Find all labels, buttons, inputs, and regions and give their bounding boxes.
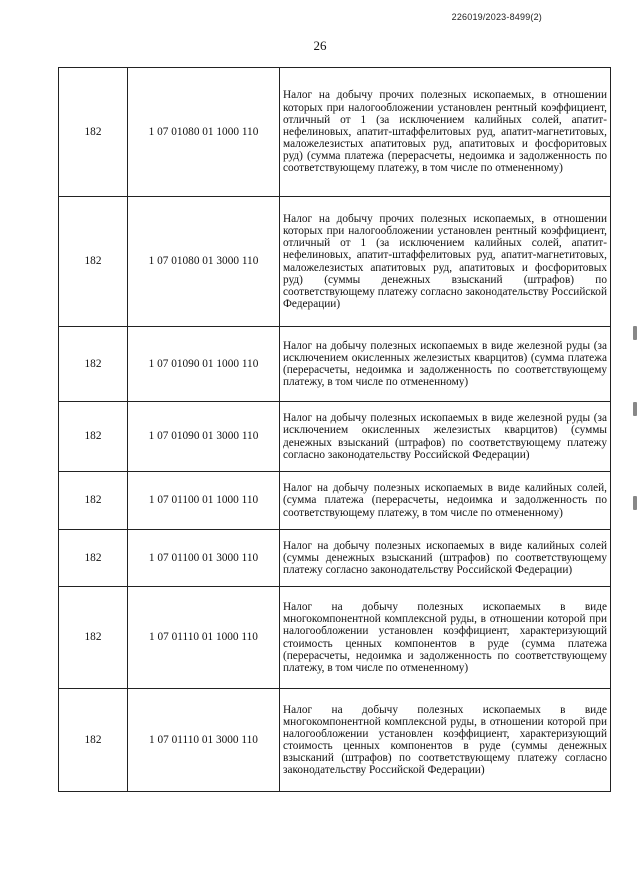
document-registration-number: 226019/2023-8499(2) [451, 12, 542, 22]
income-name-cell: Налог на добычу полезных ископаемых в виде калийных солей (суммы денежных взысканий (штрафов) по соответствующему платежу согласно законодательству Российской Федерации) [280, 530, 611, 587]
kbk-code-cell: 1 07 01110 01 1000 110 [128, 587, 280, 689]
income-name-cell: Налог на добычу прочих полезных ископаемых, в отношении которых при налогообложении установлен рентный коэффициент, отличный от 1 (за исключением калийных солей, апатит-нефелиновых, апатит-штаффелитовых руд, апатит-магнетитовых, маложелезистых апатитовых руд, апатитовых и фосфоритовых руд) (сумма платежа (перерасчеты, недоимка и задолженность по соответствующему платежу, в том числе по отмененному) [280, 68, 611, 197]
admin-code-cell: 182 [59, 197, 128, 327]
kbk-code-cell: 1 07 01080 01 1000 110 [128, 68, 280, 197]
admin-code-cell: 182 [59, 402, 128, 472]
table-row [59, 530, 611, 587]
scan-edge-mark [633, 402, 637, 416]
admin-code-cell: 182 [59, 587, 128, 689]
kbk-code-cell: 1 07 01100 01 3000 110 [128, 530, 280, 587]
admin-code-cell: 182 [59, 327, 128, 402]
admin-code-cell: 182 [59, 472, 128, 530]
admin-code-cell: 182 [59, 689, 128, 792]
table-row [59, 68, 611, 197]
table-row [59, 689, 611, 792]
kbk-code-cell: 1 07 01110 01 3000 110 [128, 689, 280, 792]
table-row [59, 402, 611, 472]
income-name-cell: Налог на добычу полезных ископаемых в виде железной руды (за исключением окисленных железистых кварцитов) (суммы денежных взысканий (штрафов) по соответствующему платежу согласно законодательству Российской Федерации) [280, 402, 611, 472]
admin-code-cell: 182 [59, 68, 128, 197]
table-row [59, 197, 611, 327]
kbk-code-cell: 1 07 01090 01 3000 110 [128, 402, 280, 472]
table-row [59, 472, 611, 530]
page-number: 26 [313, 38, 327, 53]
kbk-code-cell: 1 07 01090 01 1000 110 [128, 327, 280, 402]
income-name-cell: Налог на добычу полезных ископаемых в виде многокомпонентной комплексной руды, в отношении которой при налогообложении установлен коэффициент, характеризующий стоимость ценных компонентов в руде (сумма платежа (перерасчеты, недоимка и задолженность по соответствующему платежу, в том числе по отмененному) [280, 587, 611, 689]
income-name-cell: Налог на добычу полезных ископаемых в виде калийных солей, (сумма платежа (перерасчеты, недоимка и задолженность по соответствующему платежу, в том числе по отмененному) [280, 472, 611, 530]
kbk-code-cell: 1 07 01100 01 1000 110 [128, 472, 280, 530]
scan-edge-mark [633, 496, 637, 510]
budget-classification-table [58, 67, 611, 792]
income-name-cell: Налог на добычу полезных ископаемых в виде многокомпонентной комплексной руды, в отношении которой при налогообложении установлен коэффициент, характеризующий стоимость ценных компонентов в руде (суммы денежных взысканий (штрафов) по соответствующему платежу согласно законодательству Российской Федерации) [280, 689, 611, 792]
income-name-cell: Налог на добычу полезных ископаемых в виде железной руды (за исключением окисленных железистых кварцитов) (сумма платежа (перерасчеты, недоимка и задолженность по соответствующему платежу, в том числе по отмененному) [280, 327, 611, 402]
income-name-cell: Налог на добычу прочих полезных ископаемых, в отношении которых при налогообложении установлен рентный коэффициент, отличный от 1 (за исключением калийных солей, апатит-нефелиновых, апатит-штаффелитовых руд, апатит-магнетитовых, маложелезистых апатитовых руд, апатитовых и фосфоритовых руд) (суммы денежных взысканий (штрафов) по соответствующему платежу согласно законодательству Российской Федерации) [280, 197, 611, 327]
scan-edge-mark [633, 326, 637, 340]
admin-code-cell: 182 [59, 530, 128, 587]
table-row [59, 587, 611, 689]
kbk-code-cell: 1 07 01080 01 3000 110 [128, 197, 280, 327]
table-row [59, 327, 611, 402]
